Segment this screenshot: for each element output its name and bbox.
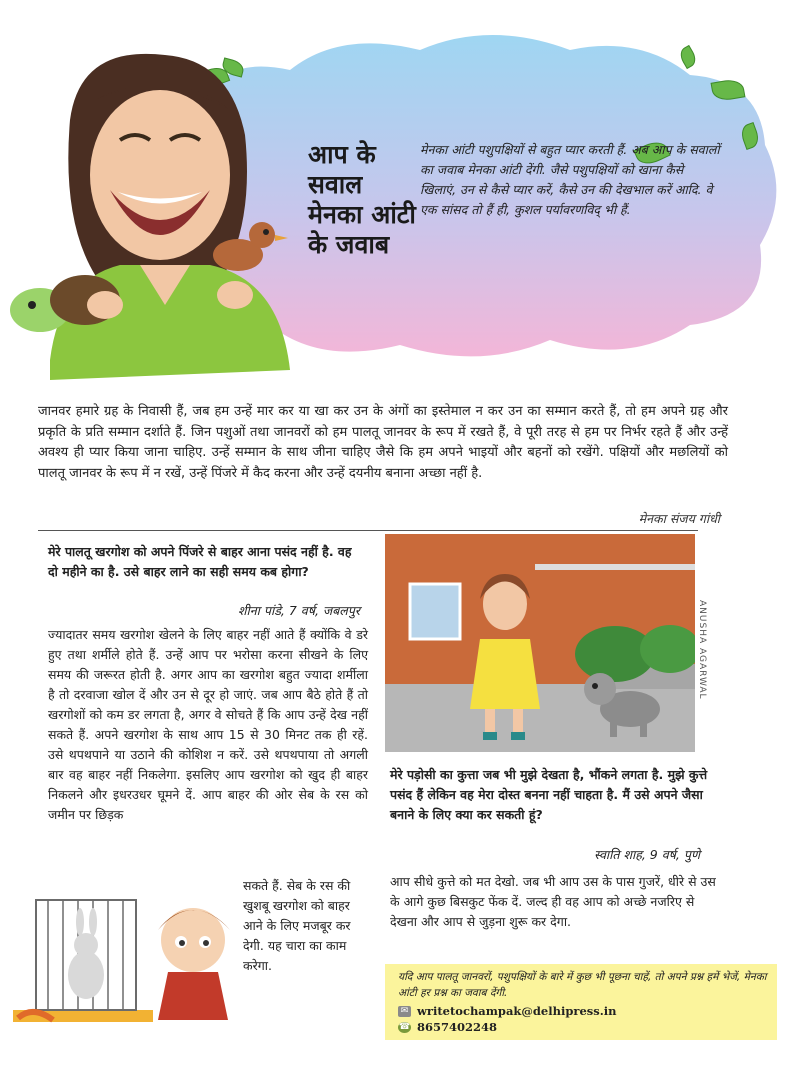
title-line: मेनका आंटी [308, 200, 416, 229]
question-rabbit-asker: शीना पांडे, 7 वर्ष, जबलपुर [237, 603, 360, 618]
question-rabbit: मेरे पालतू खरगोश को अपने पिंजरे से बाहर आना पसंद नहीं है. वह दो महीने का है. उसे बाहर लाने का सही समय कब होगा? [48, 544, 352, 579]
answer-dog: आप सीधे कुत्ते को मत देखो. जब भी आप उस के पास गुजरें, धीरे से उस के आगे कुछ बिसकुट फेंक दें. जल्द ही वह आप को अच्छे नजरिए से देखना और आप से जुड़ना शुरू कर देगा. [390, 874, 716, 929]
maneka-portrait-illustration [0, 40, 310, 380]
phone-contact[interactable] [398, 1020, 497, 1034]
whatsapp-icon: ☎ [398, 1021, 411, 1032]
intro-text: मेनका आंटी पशुपक्षियों से बहुत प्यार करती हैं. अब आप के सवालों का जवाब मेनका आंटी देंगी. जैसे पशुपक्षियों को खाना कैसे खिलाएं, उन से कैसे प्यार करें, कैसे उन की देखभाल करें आदि. वे एक सांसद तो हैं ही, कुशल पर्यावरणविद् भी हैं. [420, 142, 720, 217]
divider [38, 530, 698, 531]
page-title [308, 140, 418, 260]
question-dog-asker: स्वाति शाह, 9 वर्ष, पुणे [594, 847, 700, 862]
mail-icon: ✉ [398, 1006, 411, 1017]
girl-dog-illustration [385, 534, 695, 752]
email-address[interactable]: writetochampak@delhipress.in [417, 1004, 617, 1018]
illustration-credit: ANUSHA AGARWAL [697, 600, 707, 700]
answer-rabbit: ज्यादातर समय खरगोश खेलने के लिए बाहर नहीं आते हैं क्योंकि वे डरे हुए तथा शर्मीले होते हैं. उन्हें आप पर भरोसा करना सीखने के लिए समय की जरूरत होती है. अगर आप का खरगोश बहुत ज्यादा शर्मीला है तो दरवाजा खोल दें और उन से दूर हो जाएं. जब आप बैठे होते हैं तो खरगोशों को कम डर लगता है, अगर वे सोचते हैं कि आप उन्हें देख नहीं सकते हैं. अपने खरगोश के साथ आप 15 से 30 मिनट तक ही रहें. उसे थपथपाने या उठाने की कोशिश न करें. उसे थपथपाया तो अगली बार वह बाहर नहीं निकलेगा. इसलिए आप खरगोश को खुद ही बाहर निकलने और इधरउधर घूमने दें. आप बाहर की ओर सेब के रस को जमीन पर छिड़क [48, 627, 368, 822]
phone-number[interactable]: 8657402248 [417, 1020, 498, 1034]
title-line: सवाल [308, 170, 363, 199]
answer-rabbit-continued: सकते हैं. सेब के रस की खुशबू खरगोश को बाहर आने के लिए मजबूर कर देगी. यह चारा का काम करेगा. [243, 878, 351, 973]
title-line: आप के [308, 140, 376, 169]
question-dog: मेरे पड़ोसी का कुत्ता जब भी मुझे देखता है, भौंकने लगता है. मुझे कुत्ते पसंद हैं लेकिन वह मेरा दोस्त बनना नहीं चाहता है. मैं उसे अपने जैसा बनाने के लिए क्या कर सकती हूं? [390, 767, 708, 822]
email-contact[interactable] [398, 1004, 616, 1018]
main-paragraph: जानवर हमारे ग्रह के निवासी हैं, जब हम उन्हें मार कर या खा कर उन के अंगों का इस्तेमाल न कर उन का सम्मान करते हैं, तो हम अपने ग्रह और प्रकृति के प्रति सम्मान दर्शाते हैं. जिन पशुओं तथा जानवरों को हम पालतू जानवर के रूप में रखते हैं, वे पूरी तरह से हम पर निर्भर रहते हैं और उन्हें अवश्य ही प्यार किया जाना चाहिए. उन्हें सम्मान के साथ जीना चाहिए जैसे कि हम अपने भाइयों और बहनों को रखेंगे. पक्षियों और मछलियों को पालतू जानवर के रूप में न रखें, उन्हें पिंजरे में कैद करना और उन्हें दयनीय बनाना अच्छा नहीं है. [38, 404, 728, 481]
author-signature: मेनका संजय गांधी [638, 511, 720, 526]
rabbit-cage-illustration [8, 860, 238, 1030]
contact-note: यदि आप पालतू जानवरों, पशुपक्षियों के बारे में कुछ भी पूछना चाहें, तो अपने प्रश्न हमें भेजें, मेनका आंटी हर प्रश्न का जवाब देंगी. [398, 971, 767, 999]
title-line: के जवाब [308, 230, 390, 259]
